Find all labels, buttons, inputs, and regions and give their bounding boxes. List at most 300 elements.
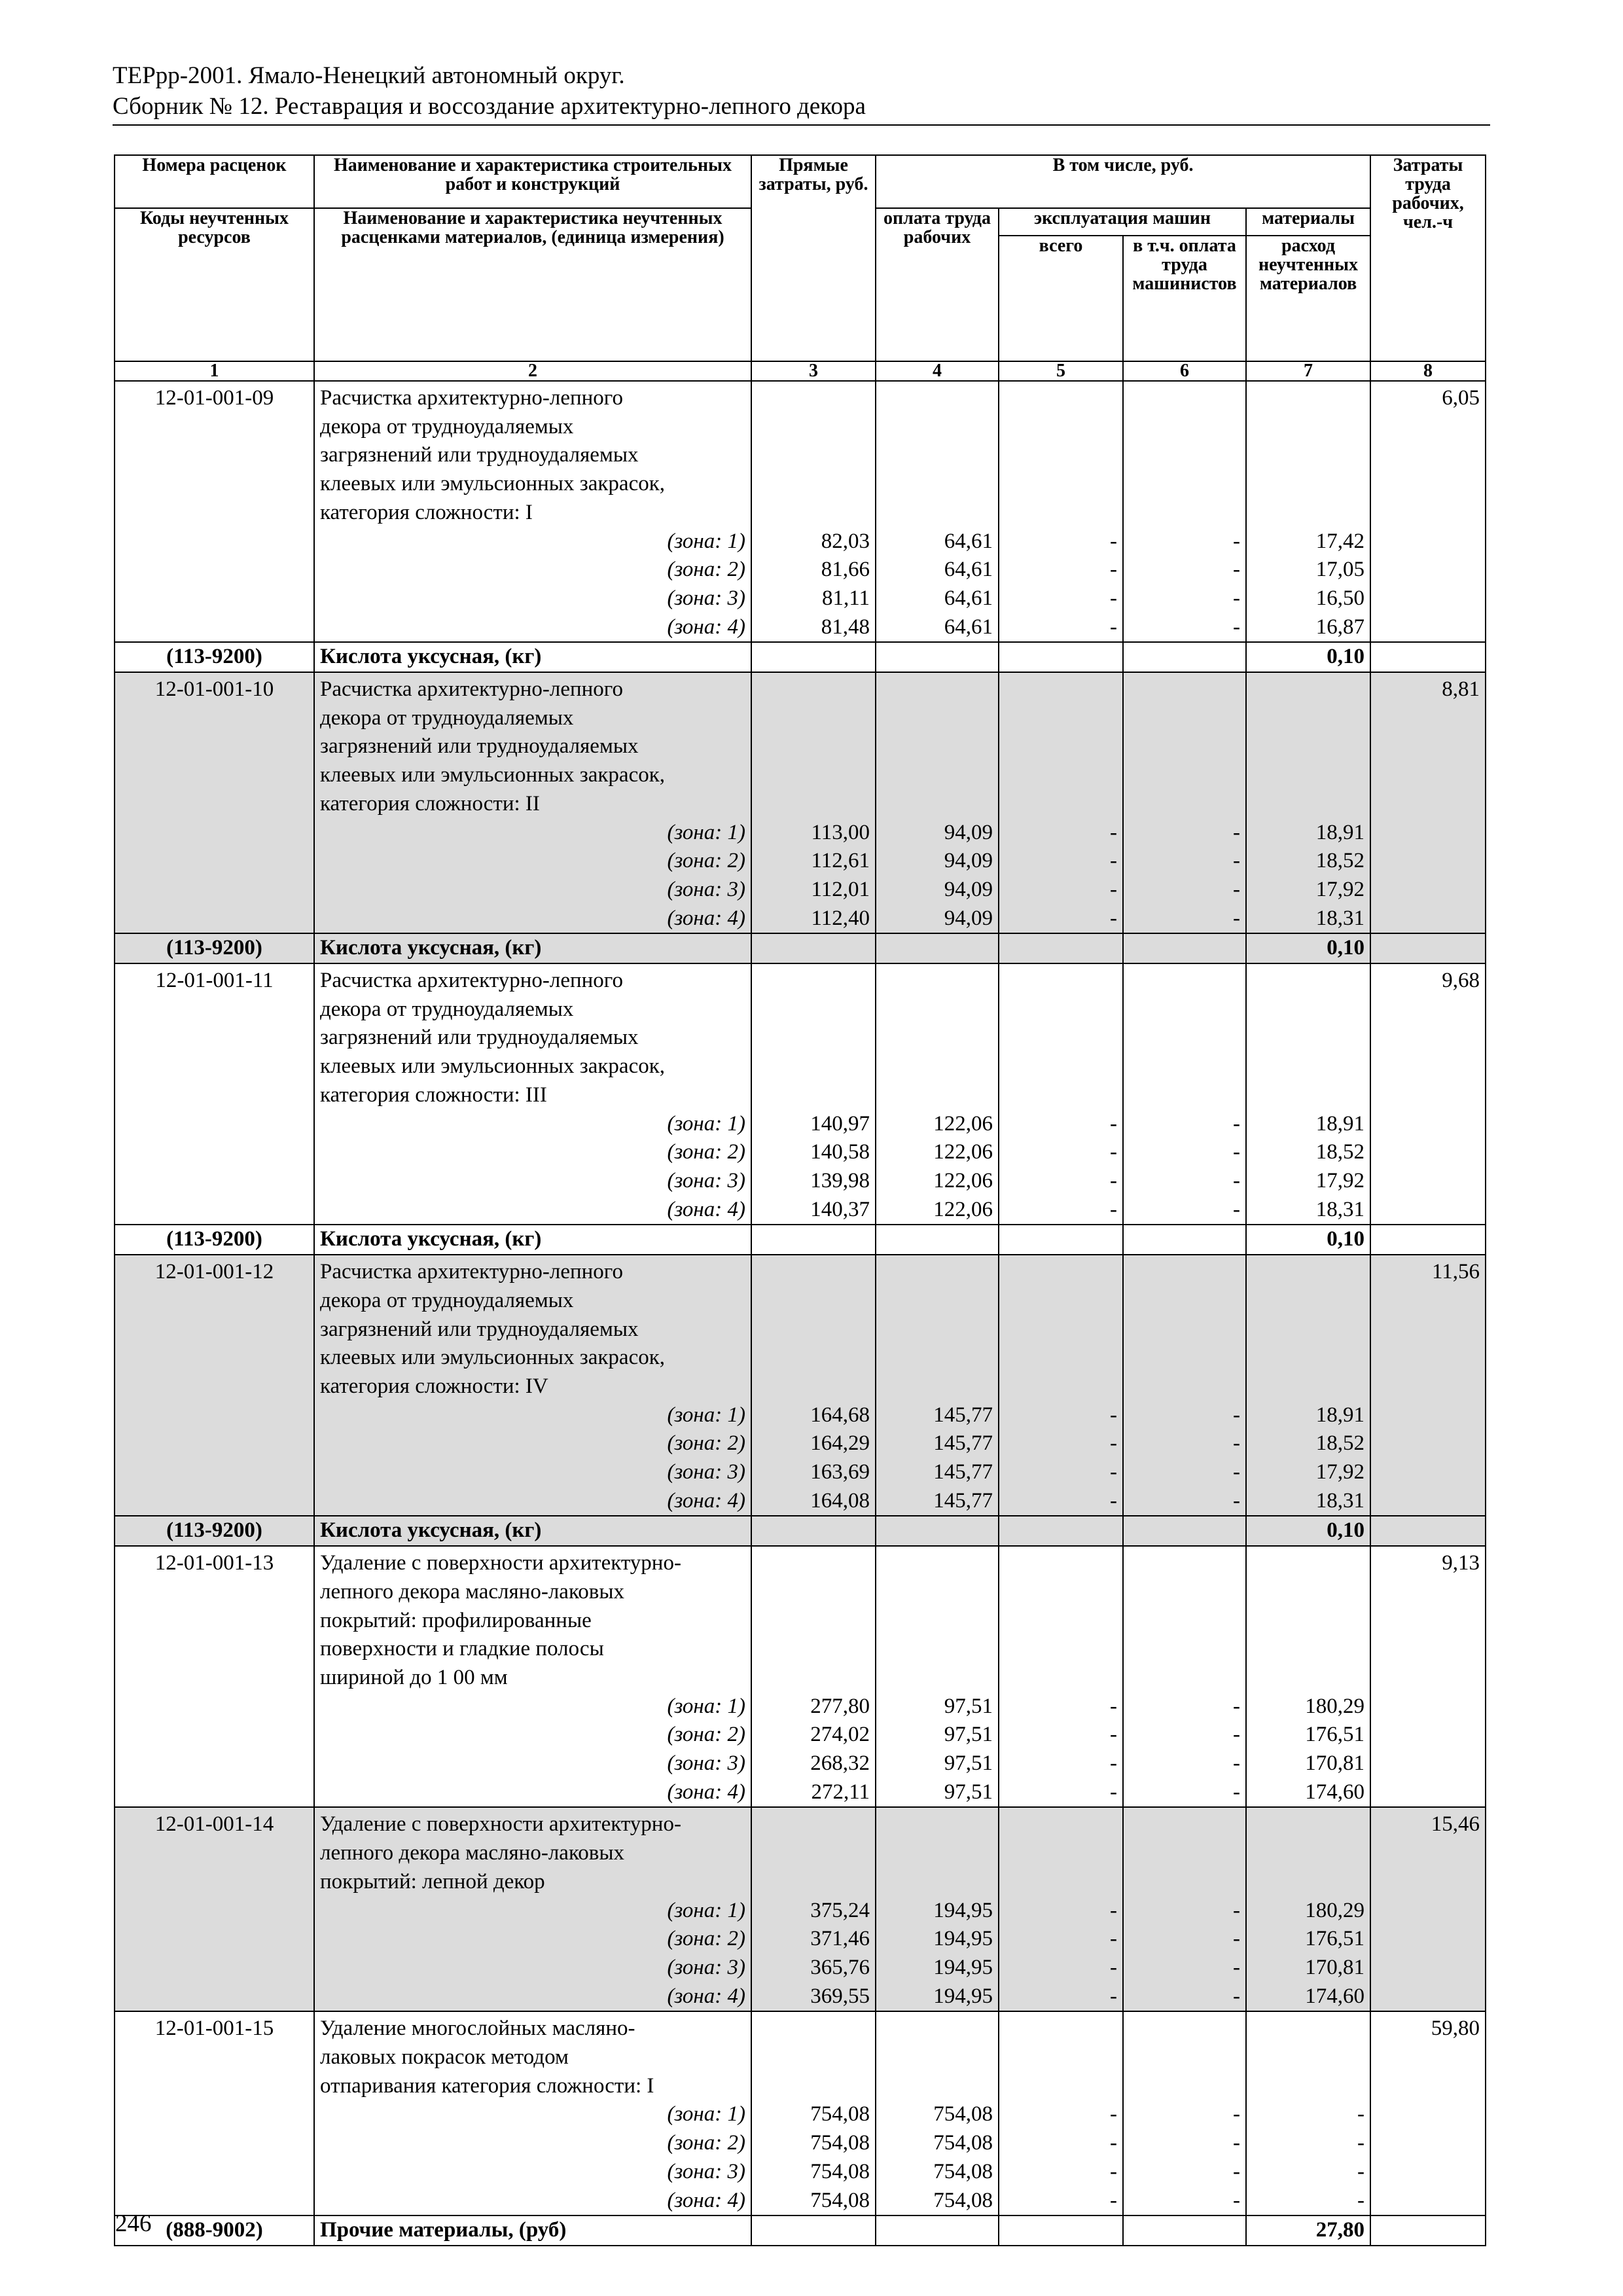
machines-total-value: - bbox=[1110, 558, 1117, 582]
labor-pay-value: 122,06 bbox=[933, 1168, 993, 1193]
machines-total-value: - bbox=[1110, 2159, 1117, 2183]
labor-pay-value: 97,51 bbox=[944, 1723, 993, 1747]
zone-label: (зона: 1) bbox=[667, 2102, 745, 2126]
direct-cost-value: 277,80 bbox=[810, 1694, 870, 1718]
labor-pay-cell bbox=[876, 381, 999, 642]
description-line: шириной до 1 00 мм bbox=[320, 1665, 508, 1689]
material-name: Кислота уксусная, (кг) bbox=[314, 642, 751, 672]
col8-header: Затраты труда рабочих, чел.-ч bbox=[1370, 155, 1486, 361]
zone-label: (зона: 2) bbox=[667, 2131, 745, 2155]
labor-hours: 9,13 bbox=[1370, 1546, 1486, 1807]
zone-label: (зона: 4) bbox=[667, 2188, 745, 2212]
direct-cost-value: 375,24 bbox=[810, 1898, 870, 1922]
description-line: декора от трудноудаляемых bbox=[320, 1288, 574, 1312]
materials-cell bbox=[1246, 963, 1370, 1225]
materials-value: 18,31 bbox=[1315, 1488, 1365, 1513]
labor-pay-value: 97,51 bbox=[944, 1780, 993, 1804]
machines-total-cell bbox=[999, 1807, 1123, 2011]
col5-header: всего bbox=[999, 236, 1123, 361]
zone-label: (зона: 2) bbox=[667, 849, 745, 873]
rate-code: 12-01-001-12 bbox=[115, 1255, 314, 1516]
zone-label: (зона: 1) bbox=[667, 1898, 745, 1922]
materials-value: 18,31 bbox=[1315, 906, 1365, 930]
description-line: Расчистка архитектурно-лепного bbox=[320, 386, 623, 410]
direct-cost-value: 369,55 bbox=[810, 1984, 870, 2008]
description-line: Удаление многослойных масляно- bbox=[320, 2017, 635, 2041]
direct-cost-value: 140,97 bbox=[810, 1111, 870, 1136]
material-qty: 27,80 bbox=[1246, 2215, 1370, 2246]
labor-pay-value: 194,95 bbox=[933, 1898, 993, 1922]
labor-pay-value: 122,06 bbox=[933, 1111, 993, 1136]
direct-cost-value: 754,08 bbox=[810, 2159, 870, 2183]
zone-label: (зона: 3) bbox=[667, 1955, 745, 1979]
zone-label: (зона: 2) bbox=[667, 1927, 745, 1951]
materials-value: - bbox=[1357, 2159, 1365, 2183]
labor-pay-value: 145,77 bbox=[933, 1431, 993, 1456]
machines-total-value: - bbox=[1110, 2188, 1117, 2212]
labor-hours: 11,56 bbox=[1370, 1255, 1486, 1516]
running-header bbox=[113, 60, 1487, 122]
material-name: Кислота уксусная, (кг) bbox=[314, 933, 751, 963]
col7-header: расход неучтенных материалов bbox=[1246, 236, 1370, 361]
materials-cell bbox=[1246, 381, 1370, 642]
machinist-pay-value: - bbox=[1233, 1168, 1240, 1193]
header-rule bbox=[113, 124, 1490, 126]
labor-pay-cell bbox=[876, 963, 999, 1225]
description-line: клеевых или эмульсионных закрасок, bbox=[320, 1346, 666, 1370]
rate-row bbox=[115, 672, 1486, 933]
machines-total-value: - bbox=[1110, 1140, 1117, 1164]
direct-cost-value: 112,61 bbox=[811, 849, 870, 873]
description-line: Расчистка архитектурно-лепного bbox=[320, 1260, 623, 1284]
machinist-pay-value: - bbox=[1233, 1431, 1240, 1456]
direct-cost-value: 365,76 bbox=[810, 1955, 870, 1979]
labor-pay-value: 122,06 bbox=[933, 1140, 993, 1164]
machines-total-cell bbox=[999, 963, 1123, 1225]
labor-pay-cell bbox=[876, 1807, 999, 2011]
description-line: загрязнений или трудноудаляемых bbox=[320, 443, 639, 467]
machines-total-cell bbox=[999, 672, 1123, 933]
description-line: клеевых или эмульсионных закрасок, bbox=[320, 1054, 666, 1079]
machines-total-value: - bbox=[1110, 1751, 1117, 1776]
machinist-pay-value: - bbox=[1233, 2131, 1240, 2155]
materials-cell bbox=[1246, 1807, 1370, 2011]
rate-entry bbox=[115, 963, 1486, 1255]
machinist-pay-value: - bbox=[1233, 2188, 1240, 2212]
machinist-pay-value: - bbox=[1233, 1751, 1240, 1776]
header-line-2: Сборник № 12. Реставрация и воссоздание архитектурно-лепного декора bbox=[113, 93, 866, 120]
machines-total-value: - bbox=[1110, 1898, 1117, 1922]
description-line: покрытий: лепной декор bbox=[320, 1869, 545, 1893]
rate-entry bbox=[115, 381, 1486, 672]
labor-pay-value: 145,77 bbox=[933, 1488, 993, 1513]
description-line: декора от трудноудаляемых bbox=[320, 414, 574, 439]
zone-label: (зона: 2) bbox=[667, 1140, 745, 1164]
machines-total-cell bbox=[999, 381, 1123, 642]
labor-pay-value: 64,61 bbox=[944, 586, 993, 610]
machinist-pay-value: - bbox=[1233, 1488, 1240, 1513]
machinist-pay-value: - bbox=[1233, 558, 1240, 582]
description-line: загрязнений или трудноудаляемых bbox=[320, 1317, 639, 1341]
machinist-pay-value: - bbox=[1233, 1955, 1240, 1979]
materials-value: 16,87 bbox=[1315, 615, 1365, 639]
machines-total-value: - bbox=[1110, 1694, 1117, 1718]
machinist-pay-value: - bbox=[1233, 1140, 1240, 1164]
description-line: загрязнений или трудноудаляемых bbox=[320, 1026, 639, 1050]
direct-cost-value: 268,32 bbox=[810, 1751, 870, 1776]
material-row bbox=[115, 1225, 1486, 1255]
column-number: 2 bbox=[314, 361, 751, 381]
materials-value: - bbox=[1357, 2188, 1365, 2212]
column-numbers-row bbox=[115, 361, 1486, 381]
materials-value: 18,52 bbox=[1315, 1140, 1365, 1164]
machines-total-value: - bbox=[1110, 1955, 1117, 1979]
direct-cost-value: 754,08 bbox=[810, 2188, 870, 2212]
materials-value: 18,91 bbox=[1315, 1111, 1365, 1136]
zone-label: (зона: 4) bbox=[667, 1197, 745, 1221]
direct-cost-value: 371,46 bbox=[810, 1927, 870, 1951]
machines-total-value: - bbox=[1110, 1460, 1117, 1484]
machinist-pay-value: - bbox=[1233, 2102, 1240, 2126]
machinist-pay-value: - bbox=[1233, 529, 1240, 553]
direct-cost-value: 140,37 bbox=[810, 1197, 870, 1221]
materials-value: 18,52 bbox=[1315, 849, 1365, 873]
direct-costs-cell bbox=[751, 2011, 876, 2215]
rate-code: 12-01-001-09 bbox=[115, 381, 314, 642]
labor-pay-value: 194,95 bbox=[933, 1955, 993, 1979]
machines-total-value: - bbox=[1110, 615, 1117, 639]
labor-hours: 59,80 bbox=[1370, 2011, 1486, 2215]
rate-row bbox=[115, 963, 1486, 1225]
labor-pay-value: 64,61 bbox=[944, 558, 993, 582]
machines-total-value: - bbox=[1110, 529, 1117, 553]
rate-code: 12-01-001-10 bbox=[115, 672, 314, 933]
rate-description bbox=[314, 1255, 751, 1516]
col2-top-header: Наименование и характеристика строительных работ и конструкций bbox=[314, 155, 751, 208]
zone-label: (зона: 1) bbox=[667, 529, 745, 553]
col4-header: оплата труда рабочих bbox=[876, 208, 999, 361]
zone-label: (зона: 1) bbox=[667, 820, 745, 844]
machines-total-value: - bbox=[1110, 1488, 1117, 1513]
direct-cost-value: 113,00 bbox=[811, 820, 870, 844]
rate-entry bbox=[115, 2011, 1486, 2246]
material-code: (113-9200) bbox=[115, 1225, 314, 1255]
labor-pay-value: 754,08 bbox=[933, 2159, 993, 2183]
material-code: (113-9200) bbox=[115, 933, 314, 963]
direct-cost-value: 140,58 bbox=[810, 1140, 870, 1164]
machinist-pay-cell bbox=[1123, 1255, 1246, 1516]
machines-total-value: - bbox=[1110, 1431, 1117, 1456]
description-line: клеевых или эмульсионных закрасок, bbox=[320, 472, 666, 496]
column-number: 4 bbox=[876, 361, 999, 381]
materials-value: 176,51 bbox=[1305, 1927, 1365, 1951]
labor-pay-value: 97,51 bbox=[944, 1694, 993, 1718]
machinist-pay-value: - bbox=[1233, 1694, 1240, 1718]
materials-value: - bbox=[1357, 2131, 1365, 2155]
machines-header: эксплуатация машин bbox=[999, 208, 1246, 236]
machines-total-value: - bbox=[1110, 1984, 1117, 2008]
description-line: категория сложности: II bbox=[320, 791, 540, 816]
rate-entry bbox=[115, 1546, 1486, 1807]
labor-pay-value: 64,61 bbox=[944, 615, 993, 639]
machines-total-value: - bbox=[1110, 2102, 1117, 2126]
description-line: Удаление с поверхности архитектурно- bbox=[320, 1812, 681, 1837]
direct-cost-value: 112,01 bbox=[811, 877, 870, 901]
col2-bottom-header: Наименование и характеристика неучтенных расценками материалов, (единица измерения) bbox=[314, 208, 751, 361]
direct-costs-cell bbox=[751, 1546, 876, 1807]
machines-total-value: - bbox=[1110, 2131, 1117, 2155]
machinist-pay-value: - bbox=[1233, 1460, 1240, 1484]
direct-cost-value: 274,02 bbox=[810, 1723, 870, 1747]
direct-cost-value: 81,66 bbox=[821, 558, 870, 582]
labor-pay-value: 754,08 bbox=[933, 2188, 993, 2212]
machinist-pay-value: - bbox=[1233, 1197, 1240, 1221]
machinist-pay-value: - bbox=[1233, 820, 1240, 844]
material-row bbox=[115, 2215, 1486, 2246]
materials-value: 18,91 bbox=[1315, 820, 1365, 844]
rate-row bbox=[115, 1807, 1486, 2011]
machinist-pay-value: - bbox=[1233, 1723, 1240, 1747]
machines-total-value: - bbox=[1110, 820, 1117, 844]
direct-costs-cell bbox=[751, 381, 876, 642]
zone-label: (зона: 4) bbox=[667, 1488, 745, 1513]
machinist-pay-value: - bbox=[1233, 1984, 1240, 2008]
machines-total-value: - bbox=[1110, 906, 1117, 930]
machinist-pay-cell bbox=[1123, 672, 1246, 933]
material-name: Кислота уксусная, (кг) bbox=[314, 1516, 751, 1546]
materials-value: - bbox=[1357, 2102, 1365, 2126]
materials-value: 17,05 bbox=[1315, 558, 1365, 582]
zone-label: (зона: 4) bbox=[667, 1780, 745, 1804]
labor-pay-value: 145,77 bbox=[933, 1460, 993, 1484]
description-line: категория сложности: I bbox=[320, 500, 533, 524]
zone-label: (зона: 4) bbox=[667, 906, 745, 930]
col6-header: в т.ч. оплата труда машинистов bbox=[1123, 236, 1246, 361]
material-name: Прочие материалы, (руб) bbox=[314, 2215, 751, 2246]
machines-total-value: - bbox=[1110, 1927, 1117, 1951]
machinist-pay-cell bbox=[1123, 1807, 1246, 2011]
materials-value: 18,31 bbox=[1315, 1197, 1365, 1221]
zone-label: (зона: 3) bbox=[667, 2159, 745, 2183]
materials-value: 174,60 bbox=[1305, 1984, 1365, 2008]
zone-label: (зона: 3) bbox=[667, 1751, 745, 1776]
labor-hours: 15,46 bbox=[1370, 1807, 1486, 2011]
rate-entry bbox=[115, 1807, 1486, 2011]
materials-value: 174,60 bbox=[1305, 1780, 1365, 1804]
description-line: Расчистка архитектурно-лепного bbox=[320, 677, 623, 702]
machinist-pay-value: - bbox=[1233, 615, 1240, 639]
page-number: 246 bbox=[115, 2210, 152, 2237]
materials-value: 180,29 bbox=[1305, 1694, 1365, 1718]
labor-pay-value: 754,08 bbox=[933, 2131, 993, 2155]
description-line: покрытий: профилированные bbox=[320, 1608, 592, 1632]
rate-code: 12-01-001-14 bbox=[115, 1807, 314, 2011]
direct-cost-value: 81,11 bbox=[821, 586, 870, 610]
direct-cost-value: 754,08 bbox=[810, 2102, 870, 2126]
zone-label: (зона: 2) bbox=[667, 1431, 745, 1456]
description-line: декора от трудноудаляемых bbox=[320, 706, 574, 730]
machines-total-value: - bbox=[1110, 1197, 1117, 1221]
materials-value: 16,50 bbox=[1315, 586, 1365, 610]
material-qty: 0,10 bbox=[1246, 1516, 1370, 1546]
machinist-pay-value: - bbox=[1233, 906, 1240, 930]
machinist-pay-cell bbox=[1123, 381, 1246, 642]
zone-label: (зона: 2) bbox=[667, 1723, 745, 1747]
machinist-pay-value: - bbox=[1233, 1780, 1240, 1804]
materials-value: 17,42 bbox=[1315, 529, 1365, 553]
rate-code: 12-01-001-13 bbox=[115, 1546, 314, 1807]
machines-total-value: - bbox=[1110, 1111, 1117, 1136]
column-number: 5 bbox=[999, 361, 1123, 381]
col1-bottom-header: Коды неучтенных ресурсов bbox=[115, 208, 314, 361]
zone-label: (зона: 1) bbox=[667, 1111, 745, 1136]
labor-pay-value: 94,09 bbox=[944, 877, 993, 901]
material-qty: 0,10 bbox=[1246, 642, 1370, 672]
materials-value: 17,92 bbox=[1315, 1168, 1365, 1193]
rate-description bbox=[314, 381, 751, 642]
materials-cell bbox=[1246, 2011, 1370, 2215]
direct-cost-value: 112,40 bbox=[811, 906, 870, 930]
description-line: поверхности и гладкие полосы bbox=[320, 1637, 604, 1661]
zone-label: (зона: 3) bbox=[667, 586, 745, 610]
machinist-pay-value: - bbox=[1233, 1927, 1240, 1951]
labor-pay-value: 64,61 bbox=[944, 529, 993, 553]
machinist-pay-cell bbox=[1123, 963, 1246, 1225]
zone-label: (зона: 3) bbox=[667, 877, 745, 901]
rate-description bbox=[314, 963, 751, 1225]
materials-value: 170,81 bbox=[1305, 1955, 1365, 1979]
materials-value: 17,92 bbox=[1315, 877, 1365, 901]
labor-pay-cell bbox=[876, 1255, 999, 1516]
direct-cost-value: 164,08 bbox=[810, 1488, 870, 1513]
material-row bbox=[115, 1516, 1486, 1546]
description-line: категория сложности: IV bbox=[320, 1374, 548, 1398]
description-line: декора от трудноудаляемых bbox=[320, 997, 574, 1021]
labor-hours: 8,81 bbox=[1370, 672, 1486, 933]
direct-cost-value: 754,08 bbox=[810, 2131, 870, 2155]
zone-label: (зона: 3) bbox=[667, 1168, 745, 1193]
rate-entry bbox=[115, 1255, 1486, 1546]
rates-table bbox=[114, 154, 1486, 2246]
description-line: лепного декора масляно-лаковых bbox=[320, 1579, 625, 1604]
materials-value: 18,91 bbox=[1315, 1403, 1365, 1427]
col3-header: Прямые затраты, руб. bbox=[751, 155, 876, 361]
direct-costs-cell bbox=[751, 1255, 876, 1516]
labor-pay-cell bbox=[876, 1546, 999, 1807]
column-number: 8 bbox=[1370, 361, 1486, 381]
machines-total-value: - bbox=[1110, 1780, 1117, 1804]
machinist-pay-value: - bbox=[1233, 849, 1240, 873]
material-name: Кислота уксусная, (кг) bbox=[314, 1225, 751, 1255]
materials-header: материалы bbox=[1246, 208, 1370, 236]
rate-row bbox=[115, 1546, 1486, 1807]
machines-total-value: - bbox=[1110, 1403, 1117, 1427]
material-qty: 0,10 bbox=[1246, 933, 1370, 963]
zone-label: (зона: 4) bbox=[667, 1984, 745, 2008]
labor-pay-cell bbox=[876, 672, 999, 933]
machines-total-cell bbox=[999, 2011, 1123, 2215]
direct-cost-value: 272,11 bbox=[811, 1780, 870, 1804]
rate-row bbox=[115, 381, 1486, 642]
direct-cost-value: 164,29 bbox=[810, 1431, 870, 1456]
machinist-pay-value: - bbox=[1233, 877, 1240, 901]
labor-pay-value: 97,51 bbox=[944, 1751, 993, 1776]
rate-code: 12-01-001-11 bbox=[115, 963, 314, 1225]
zone-label: (зона: 1) bbox=[667, 1694, 745, 1718]
labor-hours: 6,05 bbox=[1370, 381, 1486, 642]
rate-row bbox=[115, 1255, 1486, 1516]
materials-value: 180,29 bbox=[1305, 1898, 1365, 1922]
zone-label: (зона: 4) bbox=[667, 615, 745, 639]
description-line: Расчистка архитектурно-лепного bbox=[320, 969, 623, 993]
rate-description bbox=[314, 672, 751, 933]
col1-top-header: Номера расценок bbox=[115, 155, 314, 208]
zone-label: (зона: 1) bbox=[667, 1403, 745, 1427]
material-code: (113-9200) bbox=[115, 642, 314, 672]
materials-cell bbox=[1246, 1255, 1370, 1516]
materials-value: 17,92 bbox=[1315, 1460, 1365, 1484]
materials-value: 170,81 bbox=[1305, 1751, 1365, 1776]
direct-cost-value: 163,69 bbox=[810, 1460, 870, 1484]
machines-total-value: - bbox=[1110, 1168, 1117, 1193]
description-line: клеевых или эмульсионных закрасок, bbox=[320, 763, 666, 787]
direct-costs-cell bbox=[751, 672, 876, 933]
description-line: лаковых покрасок методом bbox=[320, 2045, 569, 2070]
rate-code: 12-01-001-15 bbox=[115, 2011, 314, 2215]
rate-entry bbox=[115, 672, 1486, 963]
labor-pay-value: 194,95 bbox=[933, 1927, 993, 1951]
labor-pay-value: 94,09 bbox=[944, 849, 993, 873]
materials-value: 176,51 bbox=[1305, 1723, 1365, 1747]
machinist-pay-cell bbox=[1123, 1546, 1246, 1807]
materials-cell bbox=[1246, 1546, 1370, 1807]
column-number: 1 bbox=[115, 361, 314, 381]
material-row bbox=[115, 933, 1486, 963]
including-header: В том числе, руб. bbox=[876, 155, 1370, 208]
description-line: отпаривания категория сложности: I bbox=[320, 2073, 654, 2098]
rate-row bbox=[115, 2011, 1486, 2215]
zone-label: (зона: 3) bbox=[667, 1460, 745, 1484]
column-number: 7 bbox=[1246, 361, 1370, 381]
direct-cost-value: 164,68 bbox=[810, 1403, 870, 1427]
labor-pay-value: 94,09 bbox=[944, 906, 993, 930]
machines-total-cell bbox=[999, 1546, 1123, 1807]
labor-pay-value: 194,95 bbox=[933, 1984, 993, 2008]
direct-costs-cell bbox=[751, 1807, 876, 2011]
description-line: лепного декора масляно-лаковых bbox=[320, 1841, 625, 1865]
rate-description bbox=[314, 1546, 751, 1807]
materials-cell bbox=[1246, 672, 1370, 933]
labor-pay-value: 122,06 bbox=[933, 1197, 993, 1221]
direct-costs-cell bbox=[751, 963, 876, 1225]
machines-total-value: - bbox=[1110, 1723, 1117, 1747]
machinist-pay-value: - bbox=[1233, 1403, 1240, 1427]
labor-pay-value: 94,09 bbox=[944, 820, 993, 844]
machines-total-value: - bbox=[1110, 849, 1117, 873]
description-line: загрязнений или трудноудаляемых bbox=[320, 734, 639, 759]
labor-pay-cell bbox=[876, 2011, 999, 2215]
direct-cost-value: 82,03 bbox=[821, 529, 870, 553]
rate-description bbox=[314, 1807, 751, 2011]
material-row bbox=[115, 642, 1486, 672]
column-number: 6 bbox=[1123, 361, 1246, 381]
machines-total-cell bbox=[999, 1255, 1123, 1516]
header-line-1: ТЕРрр-2001. Ямало-Ненецкий автономный округ. bbox=[113, 62, 625, 89]
zone-label: (зона: 2) bbox=[667, 558, 745, 582]
machinist-pay-value: - bbox=[1233, 586, 1240, 610]
column-number: 3 bbox=[751, 361, 876, 381]
labor-pay-value: 754,08 bbox=[933, 2102, 993, 2126]
